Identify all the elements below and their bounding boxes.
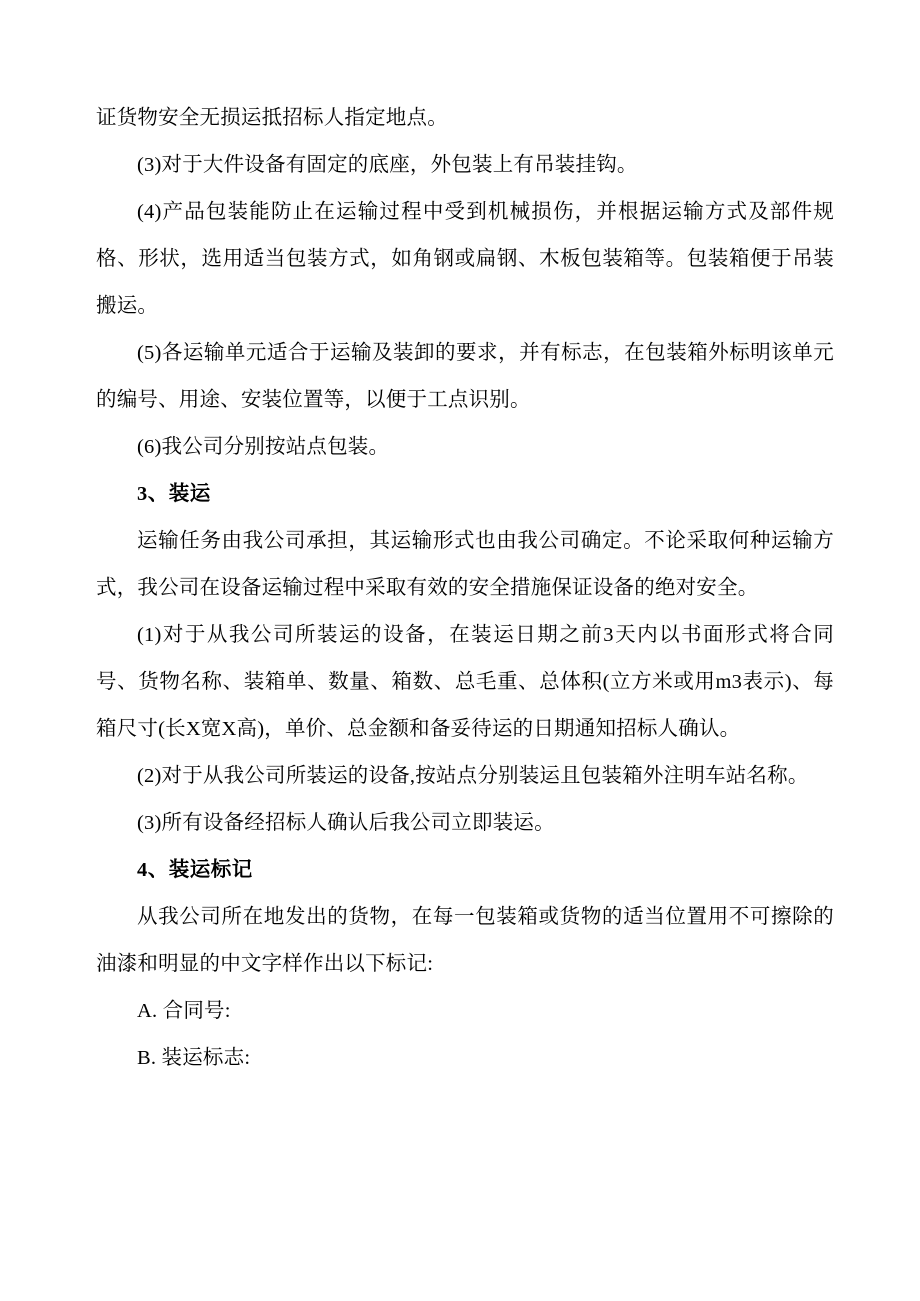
section-heading-shipping: 3、装运 [137,483,211,505]
paragraph-continuation: 证货物安全无损运抵招标人指定地点。 [96,107,448,129]
section-heading-shipping-marks: 4、装运标记 [137,859,253,881]
list-item-mark-b: B. 装运标志: [137,1047,251,1069]
list-item-packaging-5: (5)各运输单元适合于运输及装卸的要求，并有标志，在包装箱外标明该单元的编号、用途、安装位置等，以便于工点识别。 [96,342,834,411]
list-item-mark-a: A. 合同号: [137,1000,231,1022]
list-item-packaging-3: (3)对于大件设备有固定的底座，外包装上有吊装挂钩。 [137,154,638,176]
list-item-packaging-4: (4)产品包装能防止在运输过程中受到机械损伤，并根据运输方式及部件规格、形状，选用适当包装方式，如角钢或扁钢、木板包装箱等。包装箱便于吊装搬运。 [96,201,834,317]
list-item-shipping-1: (1)对于从我公司所装运的设备，在装运日期之前3天内以书面形式将合同号、货物名称、装箱单、数量、箱数、总毛重、总体积(立方米或用m3表示)、每箱尺寸(长X宽X高)，单价、总金额和备妥待运的日期通知招标人确认。 [96,624,834,740]
list-item-shipping-3: (3)所有设备经招标人确认后我公司立即装运。 [137,812,555,834]
paragraph-shipping-marks-intro: 从我公司所在地发出的货物，在每一包装箱或货物的适当位置用不可擦除的油漆和明显的中文字样作出以下标记: [96,906,834,975]
paragraph-shipping-intro: 运输任务由我公司承担，其运输形式也由我公司确定。不论采取何种运输方式，我公司在设备运输过程中采取有效的安全措施保证设备的绝对安全。 [96,530,834,599]
document-body [96,95,834,1082]
list-item-shipping-2: (2)对于从我公司所装运的设备,按站点分别装运且包装箱外注明车站名称。 [137,765,809,787]
list-item-packaging-6: (6)我公司分别按站点包装。 [137,436,390,458]
